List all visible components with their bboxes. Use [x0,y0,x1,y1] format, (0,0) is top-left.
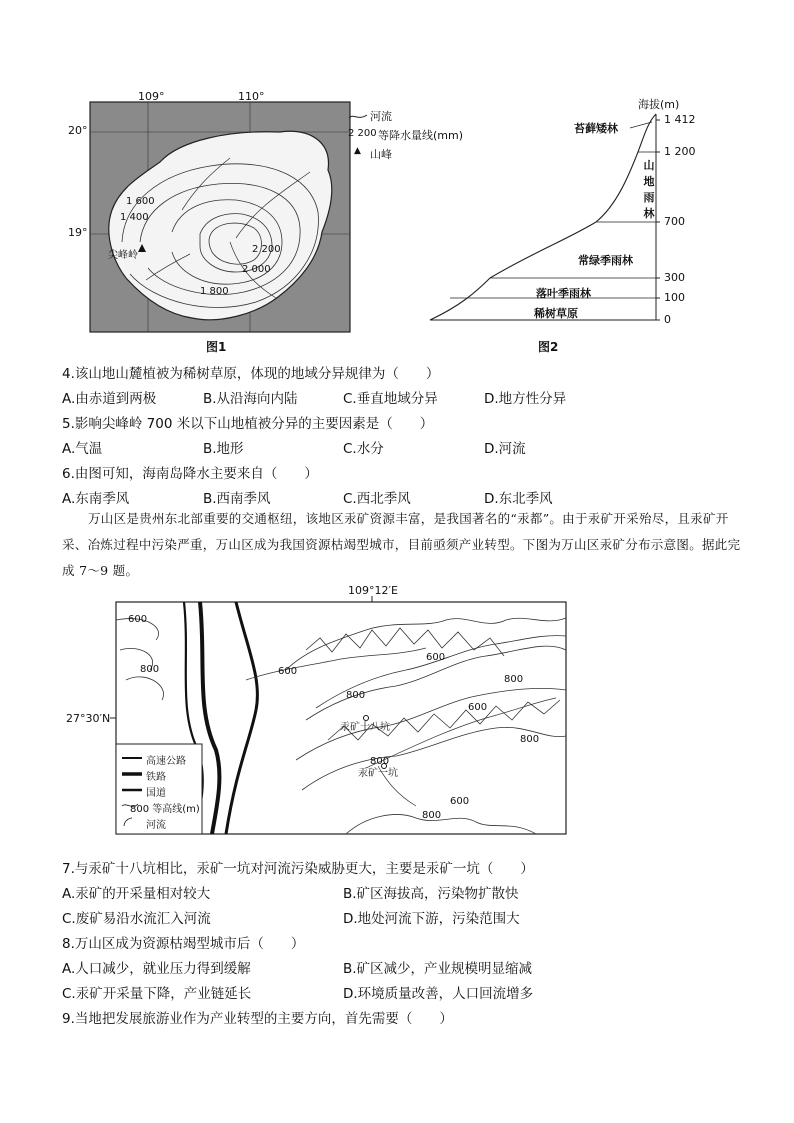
question-7-option-b[interactable]: B.矿区海拔高，污染物扩散快 [343,886,519,902]
figure2-caption: 图2 [538,340,559,354]
question-8-option-a[interactable]: A.人口减少，就业压力得到缓解 [62,961,251,977]
lon-label-109: 109° [138,90,165,103]
legend-river-symbol [348,112,368,122]
tick-label-0: 0 [664,313,671,326]
question-4-option-d[interactable]: D.地方性分异 [484,391,567,407]
question-5-option-a[interactable]: A.气温 [62,441,103,457]
contour-label: 600 [450,796,470,807]
contour-label: 600 [278,666,298,677]
contour-label: 800 [520,734,540,745]
zone-savanna: 稀树草原 [534,307,578,320]
lat-label-19: 19° [68,226,88,239]
legend-river-label: 河流 [146,820,166,831]
question-8-option-c[interactable]: C.汞矿开采量下降，产业链延长 [62,986,252,1002]
lat-label-20: 20° [68,124,88,137]
legend-contour-label: 800 等高线(m) [130,804,200,815]
question-9-stem: 9.当地把发展旅游业作为产业转型的主要方向，首先需要（ ） [62,1011,453,1027]
y-axis-title: 海拔(m) [638,98,680,111]
legend-expressway-label: 高速公路 [146,756,186,767]
tick-label-100: 100 [664,291,685,304]
figure1-map [60,92,360,352]
figure1-caption: 图1 [206,340,227,354]
question-4-option-a[interactable]: A.由赤道到两极 [62,391,157,407]
question-6-option-c[interactable]: C.西北季风 [343,491,411,507]
question-6-option-a[interactable]: A.东南季风 [62,491,130,507]
contour-label: 800 [370,756,390,767]
mine1-label: 汞矿一坑 [358,768,398,779]
legend-peak-label: 山峰 [370,148,392,161]
question-7-option-a[interactable]: A.汞矿的开采量相对较大 [62,886,211,902]
legend-river-label: 河流 [370,110,392,123]
legend-national-road-label: 国道 [146,788,166,799]
zone-deciduous: 落叶季雨林 [536,287,591,300]
contour-label-1800: 1 800 [200,286,229,297]
legend-isohyet-sample: 2 200 [348,128,377,139]
figure3-lat-label: 27°30′N [66,712,111,725]
contour-label: 800 [140,664,160,675]
contour-label: 800 [346,690,366,701]
question-7-stem: 7.与汞矿十八坑相比，汞矿一坑对河流污染威胁更大，主要是汞矿一坑（ ） [62,861,534,877]
tick-label-300: 300 [664,271,685,284]
tick-label-700: 700 [664,215,685,228]
question-8-option-d[interactable]: D.环境质量改善，人口回流增多 [343,986,534,1002]
figure1 [60,92,360,352]
contour-label: 800 [504,674,524,685]
zone-mountain-rainforest-char: 地 [643,175,655,188]
question-5-option-b[interactable]: B.地形 [203,441,244,457]
zone-mountain-rainforest-char: 山 [643,159,655,172]
tick-label-1200: 1 200 [664,145,696,158]
zone-mountain-rainforest-char: 雨 [643,191,655,204]
contour-label-1600: 1 600 [126,196,155,207]
contour-label-2200: 2 200 [252,244,281,255]
zone-mountain-rainforest [642,158,656,222]
legend-railway-label: 铁路 [146,772,166,783]
legend-isohyet-label: 等降水量线(mm) [378,129,464,142]
question-5-option-c[interactable]: C.水分 [343,441,384,457]
tick-label-1412: 1 412 [664,113,696,126]
question-4-stem: 4.该山地山麓植被为稀树草原，体现的地域分异规律为（ ） [62,366,440,382]
mine18-label: 汞矿十八坑 [340,722,390,733]
contour-label: 600 [128,614,148,625]
figure2 [420,92,720,354]
zone-evergreen: 常绿季雨林 [578,254,633,267]
question-6-stem: 6.由图可知，海南岛降水主要来自（ ） [62,466,318,482]
figure3 [66,584,586,840]
question-8-option-b[interactable]: B.矿区减少，产业规模明显缩减 [343,961,533,977]
contour-label: 800 [422,810,442,821]
contour-label-2000: 2 000 [242,264,271,275]
zone-mountain-rainforest-char: 林 [643,207,655,220]
lon-label-110: 110° [238,90,265,103]
contour-label: 600 [468,702,488,713]
legend-peak-icon: ▲ [354,146,361,156]
question-8-stem: 8.万山区成为资源枯竭型城市后（ ） [62,936,305,952]
question-6-option-d[interactable]: D.东北季风 [484,491,553,507]
question-7-option-d[interactable]: D.地处河流下游，污染范围大 [343,911,520,927]
question-4-option-b[interactable]: B.从沿海向内陆 [203,391,298,407]
contour-label-1400: 1 400 [120,212,149,223]
question-6-option-b[interactable]: B.西南季风 [203,491,271,507]
zone-moss-forest: 苔藓矮林 [574,122,618,135]
question-7-option-c[interactable]: C.废矿易沿水流汇入河流 [62,911,211,927]
contour-label: 600 [426,652,446,663]
peak-name: 尖峰岭 [108,250,138,261]
figure3-lon-label: 109°12′E [348,584,398,597]
question-5-option-d[interactable]: D.河流 [484,441,526,457]
question-5-stem: 5.影响尖峰岭 700 米以下山地植被分异的主要因素是（ ） [62,416,434,432]
passage-text: 万山区是贵州东北部重要的交通枢纽，该地区汞矿资源丰富，是我国著名的“汞都”。由于汞矿开采殆尽，且汞矿开采、冶炼过程中污染严重，万山区成为我国资源枯竭型城市，目前亟须产业转型。下图为万山区汞矿分布示意图。据此完成 7～9 题。 [62,511,741,578]
question-4-option-c[interactable]: C.垂直地域分异 [343,391,438,407]
